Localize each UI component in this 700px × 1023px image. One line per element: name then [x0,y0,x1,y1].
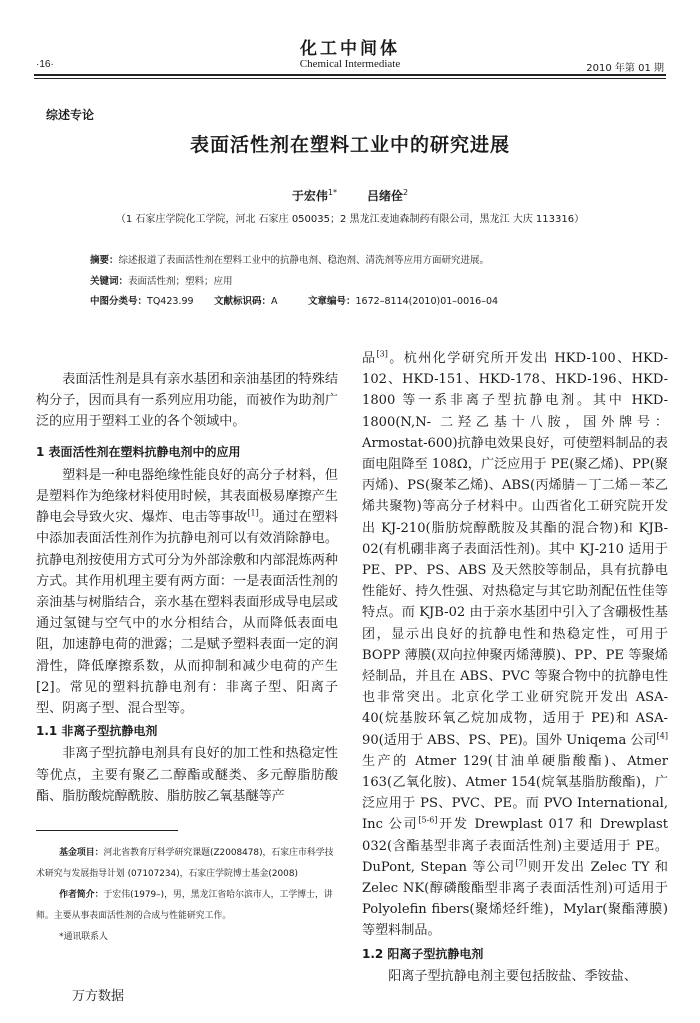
author-sup: 2 [403,188,409,197]
reference-marker: [1] [247,508,259,518]
clc-code: TQ423.99 [147,296,194,307]
subsection-heading-1-1: 1.1 非离子型抗静电剂 [36,724,158,739]
doc-code-label: 文献标识码： [214,296,272,307]
abstract-line [90,252,489,266]
footnotes [36,843,342,948]
doc-code: A [271,296,278,307]
abstract-label: 摘要： [90,255,119,266]
abstract-text: 综述报道了表面活性剂在塑料工业中的抗静电剂、稳泡剂、清洗剂等应用方面研究进展。 [118,255,490,266]
paragraph: 非离子型抗静电剂具有良好的加工性和热稳定性等优点，主要有聚乙二醇酯或醚类、多元醇脂肪酸酯、脂肪酸烷醇酰胺、脂肪胺乙氧基醚等产 [36,746,338,804]
reference-marker: [7] [515,858,527,868]
keywords-text: 表面活性剂；塑料；应用 [128,276,233,287]
author-name: 于宏伟 [291,189,328,203]
section-heading-1: 1 表面活性剂在塑料抗静电剂中的应用 [36,444,241,459]
left-column [36,348,338,807]
clc-label: 中图分类号： [90,296,148,307]
corresponding-author-note: *通讯联系人 [59,932,108,942]
paragraph: 塑料是一种电器绝缘性能良好的高分子材料，但是塑料作为绝缘材料使用时候，其表面极易摩擦产生静电会导致火灾、爆炸、电击等事故[1]。通过在塑料中添加表面活性剂作为抗静电剂可以有效消除静电。抗静电剂按使用方式可分为外部涂敷和内部混炼两种方式。其作用机理主要有两方面：一是表面活性剂的亲油基与树脂结合，亲水基在塑料表面形成导电层或通过氢键与空气中的水分相结合，从而降低表面电阻，加速静电荷的泄露；二是赋予塑料表面一定的润滑性，降低摩擦系数，从而抑制和减少电荷的产生[2]。常见的塑料抗静电剂有：非离子型、阳离子型、阴离子型、混合型等。 [36,467,339,717]
article-no: 1672–8114(2010)01–0016–04 [355,296,499,307]
footnote-rule [36,830,178,831]
right-column [362,348,668,987]
reference-marker: [3] [376,349,388,359]
paragraph: 品[3]。杭州化学研究所开发出 HKD-100、HKD-102、HKD-151、HKD-178、HKD-196、HKD-1800 等一系非离子型抗静电剂。其中 HKD-1800(N,N- 二羟乙基十八胺，国外牌号：Armostat-600)抗静电效果良好，可使塑料制品的表面电阻降至 108Ω，广泛应用于 PE(聚乙烯)、PP(聚丙烯)、PS(聚苯乙烯)、ABS(丙烯腈－丁二烯－苯乙烯共聚物)等高分子材料中。山西省化工研究院开发出 KJ-210(脂肪烷醇酰胺及其酯的混合物)和 KJB-02(有机硼非离子表面活性剂)。其中 KJ-210 适用于 PE、PP、PS、ABS 及天然胶等制品，具有抗静电性能好、持久性强、对热稳定与其它助剂配伍性佳等特点。而 KJB-02 由于亲水基团中引入了含硼极性基团，显示出良好的抗静电性和热稳定性，可用于 BOPP 薄膜(双向拉伸聚丙烯薄膜)、PP、PE 等聚烯烃制品，并且在 ABS、PVC 等聚合物中的抗静电性也非常突出。北京化学工业研究院开发出 ASA-40(烷基胺环氧乙烷加成物，适用于 PE)和 ASA-90(适用于 ABS、PS、PE)。国外 Uniqema 公司[4]生产的 Atmer 129(甘油单硬脂酸酯)、Atmer 163(乙氧化胺)、Atmer 154(烷氧基脂肪酸酯)，广泛应用于 PS、PVC、PE。而 PVO International, Inc 公司[5-6]开发 Drewplast 017 和 Drewplast 032(含酯基型非离子表面活性剂)主要适用于 PE。DuPont, Stepan 等公司[7]则开发出 Zelec TY 和 Zelec NK(醇磷酸酯型非离子表面活性剂)可适用于 Polyolefin fibers(聚烯烃纤维)，Mylar(聚酯薄膜)等塑料制品。 [362,349,669,939]
affiliation: （1 石家庄学院化工学院，河北 石家庄 050035；2 黑龙江麦迪森制药有限公司，黑龙江 大庆 113316） [115,214,585,225]
journal-title-cn: 化工中间体 [300,39,400,59]
paragraph: 阳离子型抗静电剂主要包括胺盐、季铵盐、 [388,968,637,984]
keywords-label: 关键词： [90,276,129,287]
article-no-label: 文章编号： [308,296,356,307]
reference-marker: [5-6] [418,816,438,826]
page-number: ·16· [36,59,54,70]
issue-label: 2010 年第 01 期 [586,63,664,74]
keywords-line [90,273,233,287]
author-line [0,187,700,204]
classification-line [90,293,498,307]
subsection-heading-1-2: 1.2 阳离子型抗静电剂 [362,946,484,961]
reference-marker: [4] [656,731,668,741]
intro-paragraph: 表面活性剂是具有亲水基团和亲油基团的特殊结构分子，因而具有一系列应用功能，而被作为助剂广泛的应用于塑料工业的各个领域中。 [36,372,338,430]
author-name: 吕绪佺 [367,189,404,203]
author-sup: 1* [327,188,337,197]
section-tag: 综述专论 [46,108,95,122]
article-title: 表面活性剂在塑料工业中的研究进展 [189,134,510,156]
header-rule-thick [34,74,666,76]
funding-note: 基金项目：河北省教育厅科学研究课题(Z2008478)，石家庄市科学技术研究与发展指导计划 (07107234)，石家庄学院博士基金(2008) [36,848,334,879]
journal-title-en: Chemical Intermediate [299,58,401,70]
watermark: 万方数据 [72,989,125,1004]
header-rule-thin [34,78,666,79]
author-bio-note: 作者简介：于宏伟(1979–)，男，黑龙江省哈尔滨市人，工学博士，讲师。主要从事表面活性剂的合成与性能研究工作。 [36,890,333,921]
